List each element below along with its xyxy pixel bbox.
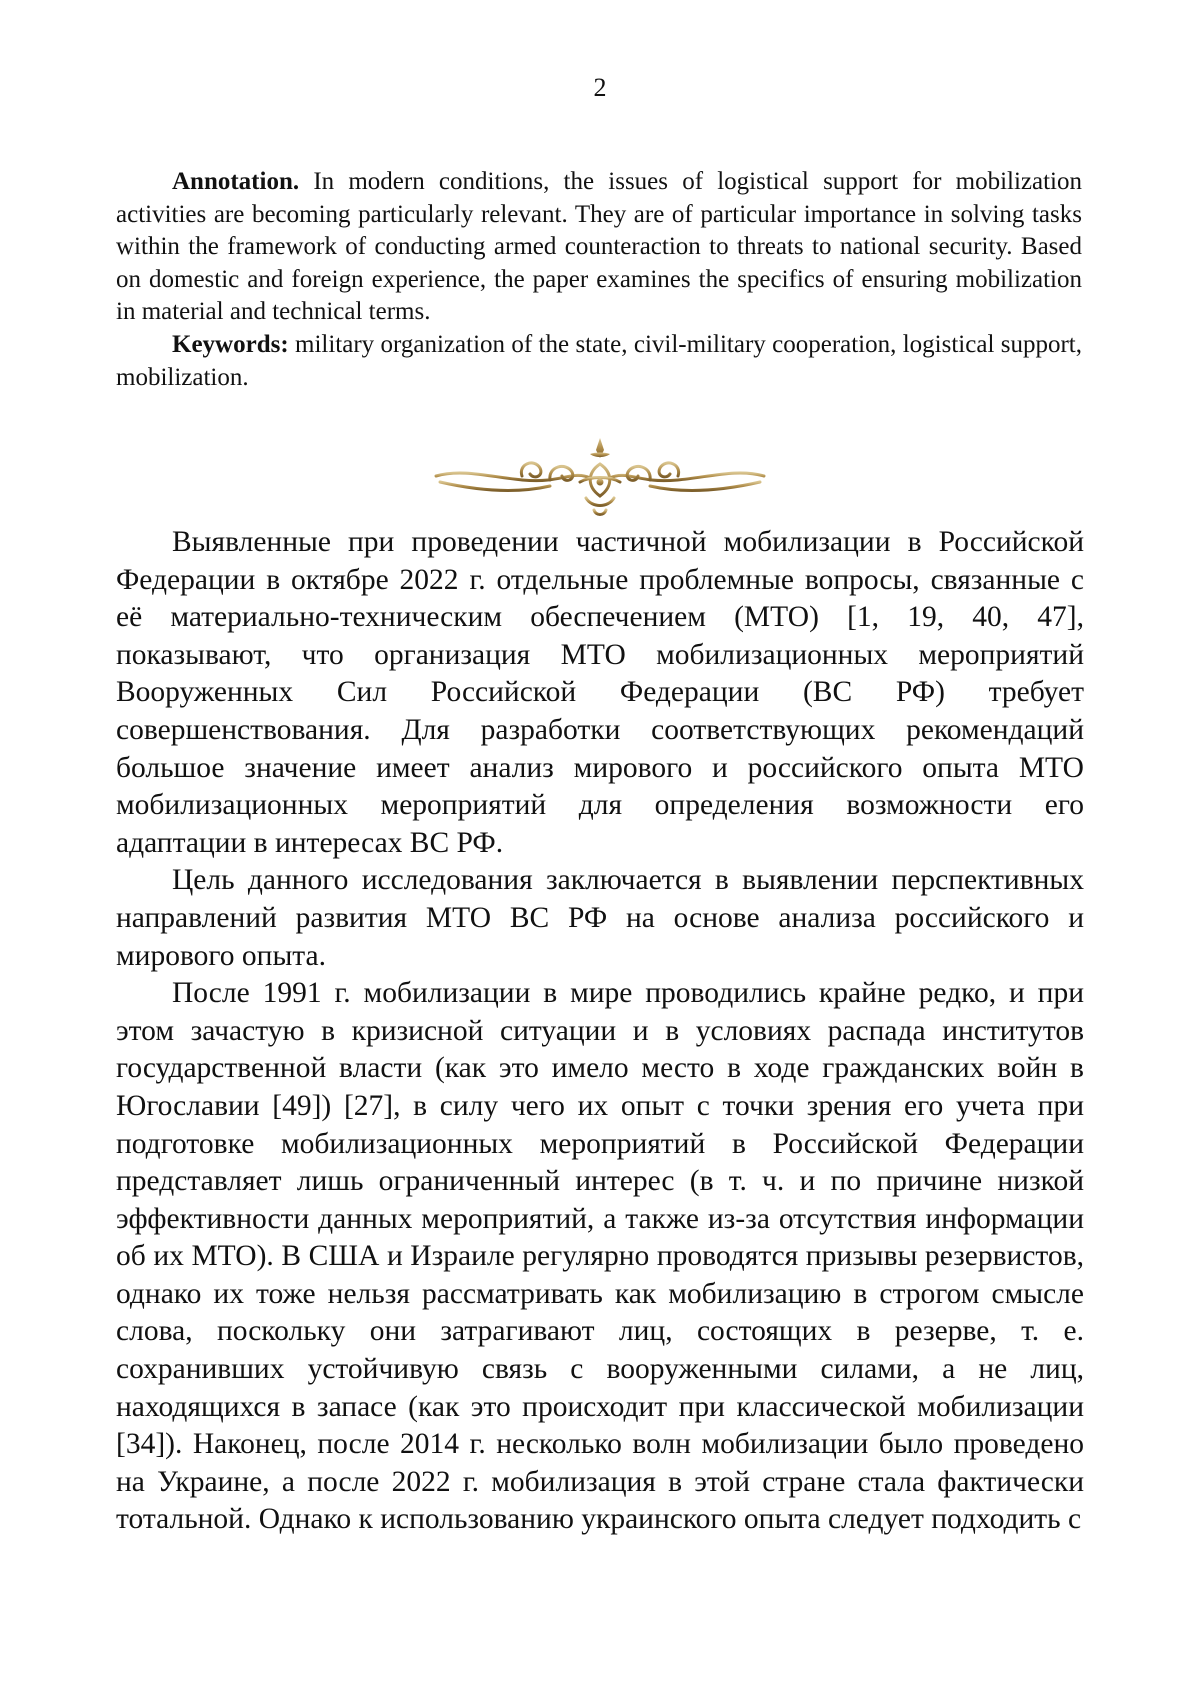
abstract-block xyxy=(116,166,1082,394)
main-body-text xyxy=(116,524,1084,1539)
body-paragraph: После 1991 г. мобилизации в мире проводились крайне редко, и при этом зачастую в кризисной ситуации и в условиях распада институтов государственной власти (как это имело место в ходе гражданских войн в Югославии [49]) [27], в силу чего их опыт с точки зрения его учета при подготовке мобилизационных мероприятий в Российской Федерации представляет лишь ограниченный интерес (в т. ч. и по причине низкой эффективности данных мероприятий, а также из-за отсутствия информации об их МТО). В США и Израиле регулярно проводятся призывы резервистов, однако их тоже нельзя рассматривать как мобилизацию в строгом смысле слова, поскольку они затрагивают лиц, состоящих в резерве, т. е. сохранивших устойчивую связь с вооруженными силами, а не лиц, находящихся в запасе (как это происходит при классической мобилизации [34]). Наконец, после 2014 г. несколько волн мобилизации было проведено на Украине, а после 2022 г. мобилизация в этой стране стала фактически тотальной. Однако к использованию украинского опыта следует подходить с xyxy=(116,977,1084,1536)
annotation-text: In modern conditions, the issues of logistical support for mobilization activities are becoming particularly relevant. They are of particular importance in solving tasks within the framework of conducting armed counteraction to threats to national security. Based on domestic and foreign experience, the paper examines the specifics of ensuring mobilization in material and technical terms. xyxy=(116,168,1082,326)
decorative-scroll-divider-icon xyxy=(430,436,770,524)
keywords-paragraph xyxy=(116,329,1082,394)
keywords-label: Keywords: xyxy=(172,330,289,358)
body-paragraph: Цель данного исследования заключается в выявлении перспективных направлений развития МТО ВС РФ на основе анализа российского и мирового опыта. xyxy=(116,864,1084,972)
annotation-label: Annotation. xyxy=(172,168,300,195)
body-paragraph: Выявленные при проведении частичной мобилизации в Российской Федерации в октябре 2022 г. отдельные проблемные вопросы, связанные с её материально-техническим обеспечением (МТО) [1, 19, 40, 47], показывают, что организация МТО мобилизационных мероприятий Вооруженных Сил Российской Федерации (ВС РФ) требует совершенствования. Для разработки соответствующих рекомендаций большое значение имеет анализ мирового и российского опыта МТО мобилизационных мероприятий для определения возможности его адаптации в интересах ВС РФ. xyxy=(116,526,1084,859)
keywords-text: military organization of the state, civil-military cooperation, logistical support, mobilization. xyxy=(116,330,1082,391)
annotation-paragraph xyxy=(116,166,1082,329)
page-number: 2 xyxy=(593,73,607,102)
